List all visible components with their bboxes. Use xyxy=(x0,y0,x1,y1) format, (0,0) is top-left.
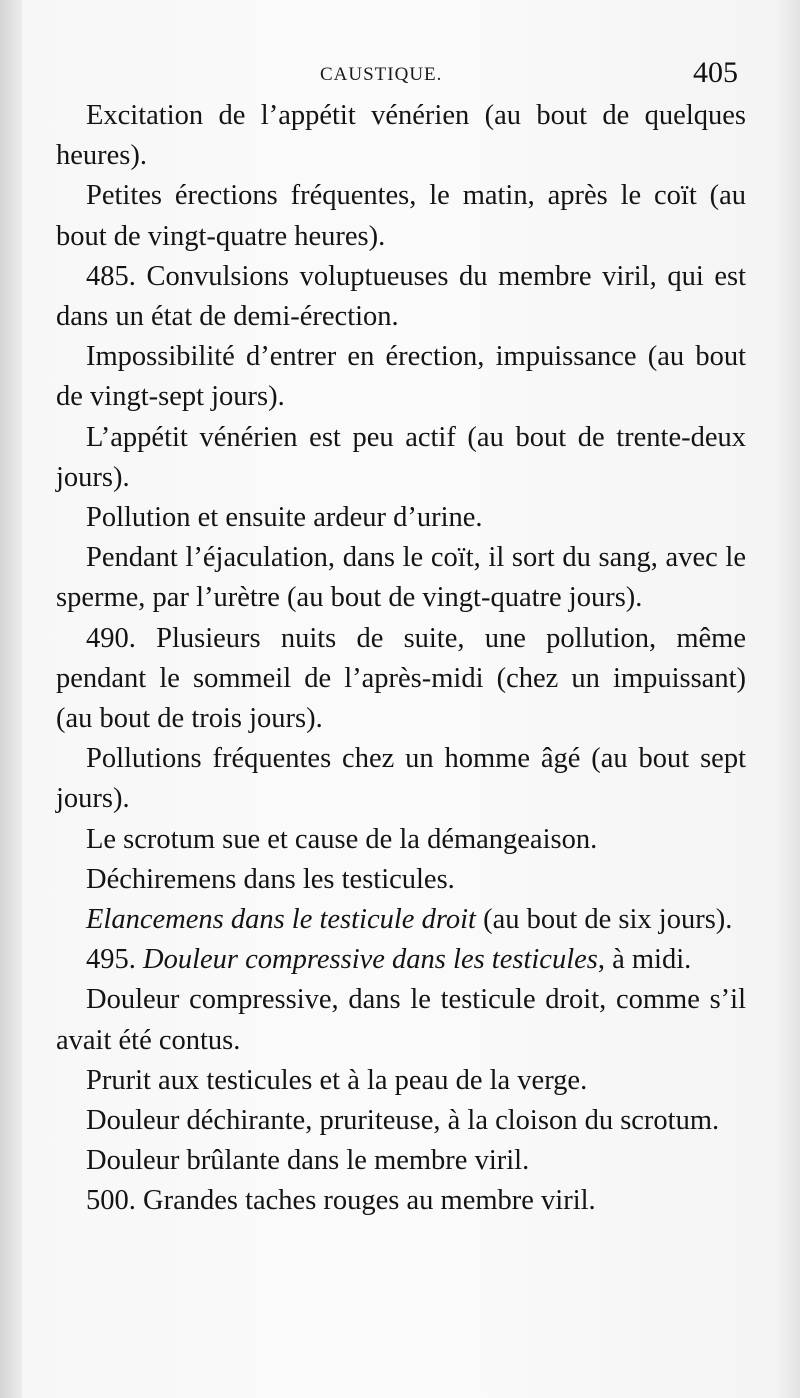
entry-text: (au bout de six jours). xyxy=(475,904,733,936)
symptom-entry xyxy=(56,1141,746,1181)
symptom-entry xyxy=(56,498,746,538)
symptom-entry xyxy=(56,860,746,900)
symptom-entry xyxy=(56,619,746,740)
symptom-entry xyxy=(56,739,746,819)
symptom-entry xyxy=(56,980,746,1060)
entry-text: Douleur brûlante dans le membre viril. xyxy=(86,1145,530,1177)
page-header xyxy=(0,56,800,96)
page-body-text xyxy=(56,96,746,1222)
italic-text: Douleur compressive dans les testicules xyxy=(143,944,598,976)
entry-text: Pollution et ensuite ardeur d’urine. xyxy=(86,502,483,534)
entry-text: , à midi. xyxy=(597,944,692,976)
symptom-entry xyxy=(56,820,746,860)
symptom-entry xyxy=(56,176,746,256)
symptom-entry xyxy=(56,900,746,940)
italic-text: Elancemens dans le testicule droit xyxy=(86,904,476,936)
entry-text: Petites érections fréquentes, le matin, après le coït (au bout de vingt-quatre heures). xyxy=(56,180,746,252)
entry-text: 485. Convulsions voluptueuses du membre viril, qui est dans un état de demi-érection. xyxy=(56,260,746,333)
symptom-entry xyxy=(56,257,746,337)
symptom-entry xyxy=(56,1061,746,1101)
symptom-entry xyxy=(56,96,746,176)
entry-text: Déchiremens dans les testicules. xyxy=(86,863,455,895)
entry-text: Pendant l’éjaculation, dans le coït, il sort du sang, avec le sperme, par l’urètre (au bout de vingt-quatre jours). xyxy=(56,542,746,614)
symptom-entry xyxy=(56,418,746,498)
symptom-entry xyxy=(56,538,746,618)
entry-text: Pollutions fréquentes chez un homme âgé (au bout sept jours). xyxy=(56,743,746,815)
entry-text: Le scrotum sue et cause de la démangeaison. xyxy=(86,823,598,855)
entry-text: Prurit aux testicules et à la peau de la verge. xyxy=(86,1064,588,1096)
entry-text: 495. xyxy=(86,944,143,976)
entry-text: 500. Grandes taches rouges au membre viril. xyxy=(86,1185,596,1217)
symptom-entry xyxy=(56,337,746,417)
entry-text: L’appétit vénérien est peu actif (au bout de trente-deux jours). xyxy=(56,421,746,493)
entry-text: Impossibilité d’entrer en érection, impuissance (au bout de vingt-sept jours). xyxy=(56,341,746,413)
symptom-entry xyxy=(56,940,746,980)
symptom-entry xyxy=(56,1101,746,1141)
entry-text: 490. Plusieurs nuits de suite, une pollution, même pendant le sommeil de l’après-midi (chez un impuissant) (au bout de trois jours). xyxy=(56,622,746,735)
entry-text: Excitation de l’appétit vénérien (au bout de quelques heures). xyxy=(56,100,746,172)
entry-text: Douleur déchirante, pruriteuse, à la cloison du scrotum. xyxy=(86,1105,720,1137)
entry-text: Douleur compressive, dans le testicule droit, comme s’il avait été contus. xyxy=(56,984,746,1056)
running-head: CAUSTIQUE. xyxy=(320,64,443,85)
symptom-entry xyxy=(56,1181,746,1221)
page-gutter-shadow xyxy=(0,0,22,1398)
page-number: 405 xyxy=(693,56,738,89)
